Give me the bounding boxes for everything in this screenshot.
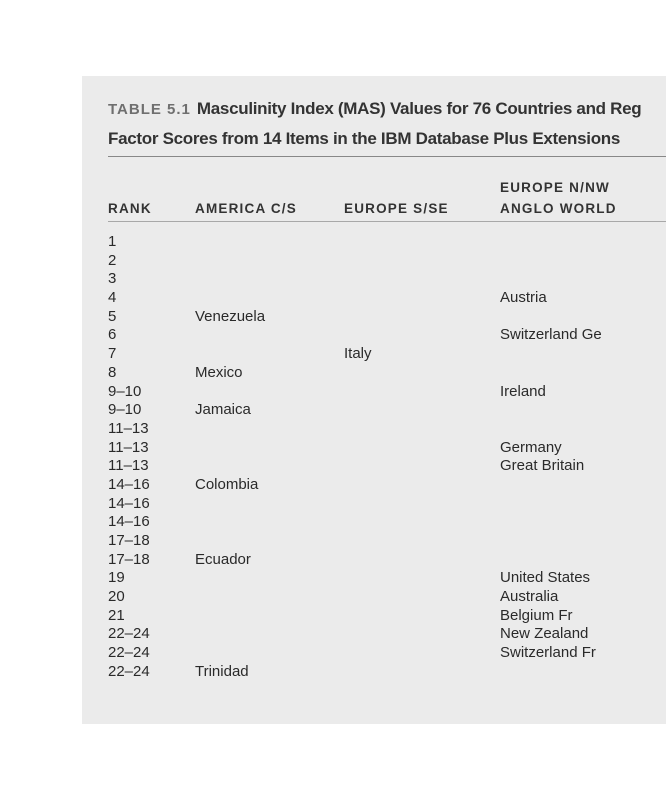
cell-rank: 14–16 <box>108 513 150 531</box>
table-row <box>108 439 666 458</box>
table-row <box>108 569 666 588</box>
cell-rank: 9–10 <box>108 382 142 400</box>
table-row <box>108 644 666 663</box>
table-row <box>108 495 666 514</box>
cell-rank: 7 <box>108 345 117 363</box>
header-europe-nnw <box>500 177 617 219</box>
cell-rank: 22–24 <box>108 644 150 662</box>
header-europe-sse: EUROPE S/SE <box>344 201 449 216</box>
cell-rank: 17–18 <box>108 532 150 549</box>
title-divider <box>108 156 666 157</box>
cell-europe-sse: Italy <box>344 345 372 363</box>
table-body <box>108 233 666 682</box>
cell-rank: 11–13 <box>108 438 149 456</box>
table-panel <box>82 76 666 724</box>
table-row <box>108 289 666 308</box>
table-row <box>108 233 666 252</box>
cell-europe-nnw: Australia <box>500 588 559 606</box>
header-rank: RANK <box>108 201 152 216</box>
cell-america: Ecuador <box>195 550 251 568</box>
cell-rank: 1 <box>108 233 117 250</box>
table-row <box>108 364 666 383</box>
title-text-line-2: Factor Scores from 14 Items in the IBM Database Plus Extensions <box>108 129 621 148</box>
cell-rank: 21 <box>108 606 125 624</box>
table-row <box>108 588 666 607</box>
table-label: TABLE 5.1 <box>108 101 191 118</box>
table-row <box>108 401 666 420</box>
cell-rank: 8 <box>108 363 117 381</box>
cell-rank: 11–13 <box>108 419 149 437</box>
table-row <box>108 532 666 551</box>
table-title <box>108 94 666 153</box>
header-europe-nnw-line-1: EUROPE N/NW <box>500 180 610 195</box>
cell-america: Trinidad <box>195 662 249 680</box>
table-row <box>108 420 666 439</box>
table-row <box>108 476 666 495</box>
header-europe-nnw-line-2: ANGLO WORLD <box>500 201 617 216</box>
table-row <box>108 252 666 271</box>
table-row <box>108 326 666 345</box>
cell-europe-nnw: New Zealand <box>500 625 589 643</box>
cell-europe-nnw: Switzerland Ge <box>500 326 602 344</box>
table-row <box>108 383 666 402</box>
cell-europe-nnw: Belgium Fr <box>500 606 573 624</box>
table-row <box>108 513 666 532</box>
title-line-1 <box>108 94 666 124</box>
table-row <box>108 457 666 476</box>
cell-rank: 11–13 <box>108 457 149 475</box>
table-row <box>108 345 666 364</box>
header-america-cs: AMERICA C/S <box>195 201 297 216</box>
cell-rank: 9–10 <box>108 401 142 419</box>
cell-rank: 3 <box>108 270 117 288</box>
cell-rank: 17–18 <box>108 550 150 568</box>
cell-america: Jamaica <box>195 401 251 419</box>
table-row <box>108 663 666 682</box>
cell-europe-nnw: Ireland <box>500 382 546 400</box>
cell-rank: 4 <box>108 289 117 307</box>
cell-rank: 22–24 <box>108 662 150 680</box>
cell-rank: 6 <box>108 326 117 344</box>
cell-europe-nnw: Switzerland Fr <box>500 644 596 662</box>
cell-europe-nnw: Austria <box>500 289 547 307</box>
title-text-line-1: Masculinity Index (MAS) Values for 76 Countries and Reg <box>196 99 642 118</box>
cell-rank: 2 <box>108 251 117 269</box>
cell-rank: 14–16 <box>108 475 150 493</box>
cell-america: Mexico <box>195 363 243 381</box>
table-row <box>108 551 666 570</box>
cell-rank: 22–24 <box>108 625 150 643</box>
cell-rank: 14–16 <box>108 494 150 512</box>
cell-america: Venezuela <box>195 307 266 325</box>
table-row <box>108 270 666 289</box>
cell-europe-nnw: United States <box>500 569 591 587</box>
table-row <box>108 308 666 327</box>
cell-europe-nnw: Germany <box>500 438 562 456</box>
cell-rank: 20 <box>108 588 125 606</box>
cell-europe-nnw: Great Britain <box>500 457 585 475</box>
cell-rank: 19 <box>108 569 125 587</box>
cell-america: Colombia <box>195 475 259 493</box>
table-row <box>108 625 666 644</box>
header-divider <box>108 221 666 222</box>
cell-rank: 5 <box>108 307 117 325</box>
table-row <box>108 607 666 626</box>
